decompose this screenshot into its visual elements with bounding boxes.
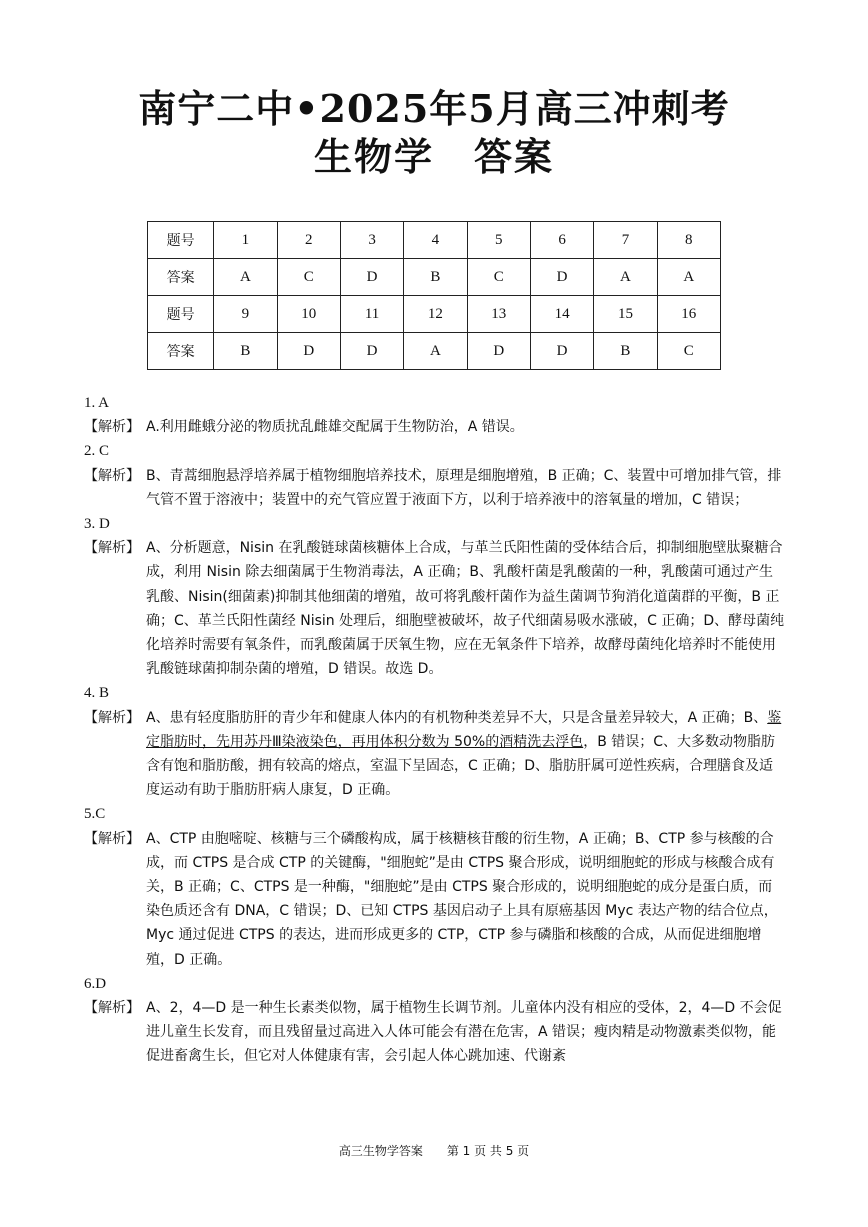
analysis-tag: 【解析】	[84, 419, 140, 436]
question-number: 7	[594, 222, 657, 259]
explanation-text: A、分析题意，Nisin 在乳酸链球菌核糖体上合成，与革兰氏阳性菌的受体结合后，抑制细胞壁肽聚糖合成，利用 Nisin 除去细菌属于生物消毒法，A 正确；B、乳酸杆菌是乳酸菌的一种，乳酸菌可通过产生乳酸、Nisin(细菌素)抑制其他细菌的增殖，故可将乳酸杆菌作为益生菌调节狗消化道菌群的平衡，B 正确；C、革兰氏阳性菌经 Nisin 处理后，细胞壁被破坏，故子代细菌易吸水涨破，C 正确；D、酵母菌纯化培养时需要有氧条件，而乳酸菌属于厌氧生物，应在无氧条件下培养，故酵母菌纯化培养时不能使用乳酸链球菌抑制杂菌的增殖，D 错误。故选 D。	[146, 540, 785, 678]
question-number: 4	[404, 222, 467, 259]
question-number: 3	[340, 222, 403, 259]
row-label: 题号	[148, 222, 214, 259]
explanation-1	[84, 415, 786, 439]
question-number: 9	[214, 296, 277, 333]
question-number: 16	[657, 296, 720, 333]
explanation-text: A、CTP 由胞嘧啶、核糖与三个磷酸构成，属于核糖核苷酸的衍生物，A 正确；B、CTP 参与核酸的合成，而 CTPS 是合成 CTP 的关键酶，"细胞蛇”是由 CTPS 聚合形成，说明细胞蛇的形成与核酸合成有关，B 正确；C、CTPS 是一种酶，"细胞蛇”是由 CTPS 聚合形成的，说明细胞蛇的成分是蛋白质，而染色质还含有 DNA，C 错误；D、已知 CTPS 基因启动子上具有原癌基因 Myc 表达产物的结合位点，Myc 通过促进 CTPS 的表达，进而形成更多的 CTP，CTP 参与磷脂和核酸的合成，从而促进细胞增殖，D 正确。	[146, 830, 778, 968]
analysis-tag: 【解析】	[84, 1000, 140, 1017]
question-number: 14	[530, 296, 593, 333]
question-answer-1: 1. A	[84, 395, 110, 411]
table-row	[148, 259, 721, 296]
answer-cell: A	[657, 259, 720, 296]
question-number: 2	[277, 222, 340, 259]
explanation-3	[84, 536, 786, 681]
row-label: 答案	[148, 259, 214, 296]
answer-cell: D	[340, 333, 403, 370]
question-answer-3: 3. D	[84, 516, 110, 533]
analysis-tag: 【解析】	[84, 709, 140, 726]
explanation-text: ，B 错误；C、大多数动物脂肪含有饱和脂肪酸，拥有较高的熔点，室温下呈固态，C 正确；D、脂肪肝属可逆性疾病，合理膳食及适度运动有助于脂肪肝病人康复，D 正确。	[146, 733, 776, 799]
question-number: 5	[467, 222, 530, 259]
answer-cell: C	[657, 333, 720, 370]
exam-subtitle: 生物学 答案	[313, 134, 554, 179]
table-row	[148, 333, 721, 370]
answer-cell: A	[594, 259, 657, 296]
explanation-text: A、患有轻度脂肪肝的青少年和健康人体内的有机物种类差异不大，只是含量差异较大，A 正确；B、	[146, 709, 768, 726]
question-number: 10	[277, 296, 340, 333]
row-label: 答案	[148, 333, 214, 370]
question-number: 6	[530, 222, 593, 259]
question-answer-4: 4. B	[84, 685, 110, 702]
explanations	[84, 391, 786, 1069]
question-number: 8	[657, 222, 720, 259]
page-footer: 高三生物学答案 第 1 页 共 5 页	[338, 1144, 530, 1158]
question-number: 1	[214, 222, 277, 259]
question-number: 11	[340, 296, 403, 333]
table-row	[148, 296, 721, 333]
answer-table	[147, 221, 721, 370]
row-label: 题号	[148, 296, 214, 333]
exam-title: 南宁二中•2025年5月高三冲刺考	[138, 86, 730, 131]
answer-cell: D	[530, 259, 593, 296]
answer-cell: D	[467, 333, 530, 370]
question-answer-6: 6.D	[84, 975, 107, 992]
answer-cell: D	[277, 333, 340, 370]
answer-cell: C	[467, 259, 530, 296]
question-number: 15	[594, 296, 657, 333]
explanation-text: A.利用雌蛾分泌的物质扰乱雌雄交配属于生物防治，A 错误。	[146, 419, 524, 436]
analysis-tag: 【解析】	[84, 540, 140, 557]
explanation-text: A、2，4—D 是一种生长素类似物，属于植物生长调节剂。儿童体内没有相应的受体，2，4—D 不会促进儿童生长发育，而且残留量过高进入人体可能会有潜在危害，A 错误；瘦肉精是动物激素类似物，能促进畜禽生长，但它对人体健康有害，会引起人体心跳加速、代谢紊	[146, 1000, 782, 1065]
answer-cell: B	[594, 333, 657, 370]
answer-cell: A	[404, 333, 467, 370]
answer-cell: A	[214, 259, 277, 296]
answer-cell: B	[404, 259, 467, 296]
explanation-2	[84, 464, 786, 512]
analysis-tag: 【解析】	[84, 467, 140, 484]
analysis-tag: 【解析】	[84, 830, 140, 847]
question-number: 13	[467, 296, 530, 333]
answer-cell: B	[214, 333, 277, 370]
question-number: 12	[404, 296, 467, 333]
explanation-5	[84, 827, 786, 972]
explanation-6	[84, 996, 786, 1069]
table-row	[148, 222, 721, 259]
underlined-text: 鉴定脂肪时，先用苏丹Ⅲ染液染色，再用体积分数为 50%的酒精洗去浮色	[146, 709, 782, 750]
question-answer-2: 2. C	[84, 443, 110, 460]
explanation-4	[84, 706, 786, 803]
answer-cell: D	[340, 259, 403, 296]
answer-cell: C	[277, 259, 340, 296]
answer-cell: D	[530, 333, 593, 370]
question-answer-5: 5.C	[84, 806, 106, 823]
explanation-text: B、青蒿细胞悬浮培养属于植物细胞培养技术，原理是细胞增殖，B 正确；C、装置中可增加排气管，排气管不置于溶液中；装置中的充气管应置于液面下方，以利于培养液中的溶氧量的增加，C 错误；	[146, 467, 782, 508]
